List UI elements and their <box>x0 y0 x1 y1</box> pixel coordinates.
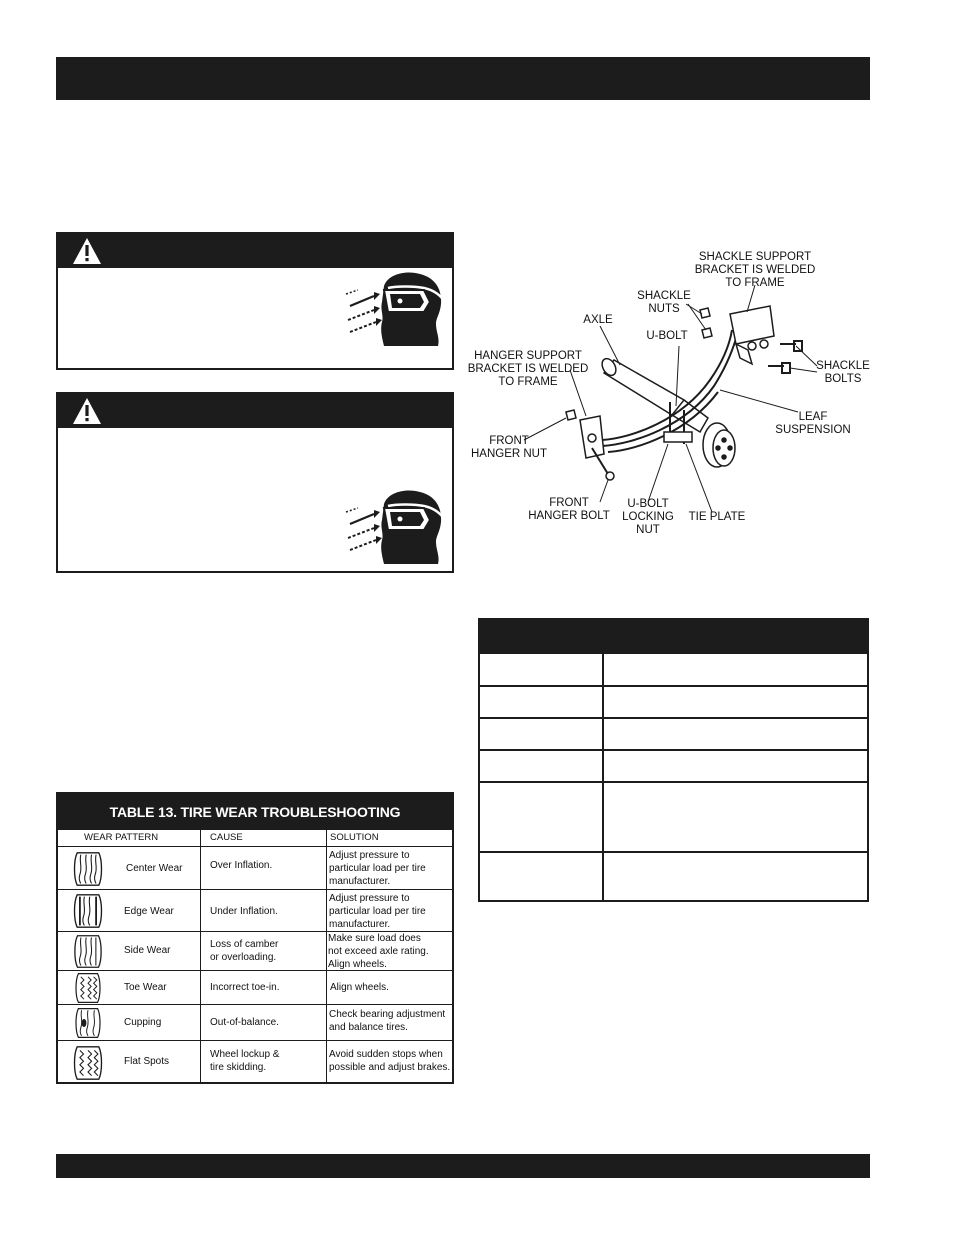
label-tie-plate: TIE PLATE <box>688 511 746 523</box>
leaf-suspension-diagram <box>462 240 882 550</box>
label-front-hanger-bolt: FRONT HANGER BOLT <box>528 497 610 522</box>
warning-box-2 <box>56 392 454 573</box>
right-table-row-line <box>480 781 867 783</box>
tire-toe-wear-icon <box>66 972 110 1004</box>
table-row <box>58 1040 452 1085</box>
footer-bar <box>56 1154 870 1178</box>
cause-cell: Under Inflation. <box>210 906 278 917</box>
table-row <box>58 931 452 971</box>
solution-cell: Adjust pressure to particular load per tire manufacturer. <box>329 893 426 930</box>
tire-flat-spots-icon <box>66 1045 110 1081</box>
label-axle: AXLE <box>583 314 613 326</box>
cause-cell: Out-of-balance. <box>210 1017 279 1028</box>
warning-triangle-icon <box>72 397 102 425</box>
label-hanger-support: HANGER SUPPORT BRACKET IS WELDED TO FRAME <box>467 350 589 388</box>
label-shackle-bolts: SHACKLE BOLTS <box>816 360 870 385</box>
tire-edge-wear-icon <box>66 893 110 929</box>
header-wear-pattern: WEAR PATTERN <box>84 832 159 843</box>
solution-cell: Avoid sudden stops when possible and adjust brakes. <box>329 1049 451 1073</box>
label-shackle-nuts: SHACKLE NUTS <box>637 290 691 315</box>
label-ubolt: U-BOLT <box>646 330 688 342</box>
warning-header <box>58 234 452 268</box>
tire-side-wear-icon <box>66 934 110 969</box>
solution-cell: Align wheels. <box>330 982 389 993</box>
pattern-label: Cupping <box>124 1017 162 1028</box>
right-table-row-line <box>480 685 867 687</box>
pattern-label: Edge Wear <box>124 906 174 917</box>
label-leaf-suspension: LEAF SUSPENSION <box>775 411 851 436</box>
warning-header <box>58 394 452 428</box>
table-row <box>58 846 452 890</box>
solution-cell: Adjust pressure to particular load per tire manufacturer. <box>329 850 426 887</box>
right-table-divider <box>602 654 604 900</box>
pattern-label: Side Wear <box>124 945 171 956</box>
solution-cell: Make sure load does not exceed axle rating. Align wheels. <box>328 933 429 970</box>
header-solution: SOLUTION <box>330 832 379 843</box>
pattern-label: Center Wear <box>126 863 183 874</box>
safety-goggles-icon <box>344 490 454 570</box>
right-table-row-line <box>480 851 867 853</box>
table-row <box>58 970 452 1005</box>
tire-wear-table <box>56 792 454 1084</box>
pattern-label: Toe Wear <box>124 982 167 993</box>
cause-cell: Loss of camber or overloading. <box>210 939 279 963</box>
warning-box-1 <box>56 232 454 370</box>
table-row <box>58 1004 452 1041</box>
solution-cell: Check bearing adjustment and balance tires. <box>329 1009 446 1033</box>
header-bar <box>56 57 870 100</box>
label-shackle-support: SHACKLE SUPPORT BRACKET IS WELDED TO FRAME <box>694 251 816 289</box>
right-table <box>478 618 869 902</box>
tire-cupping-icon <box>66 1007 110 1039</box>
tire-table-title: TABLE 13. TIRE WEAR TROUBLESHOOTING <box>58 794 452 830</box>
table-row <box>58 889 452 932</box>
right-table-header <box>480 620 867 654</box>
cause-cell: Wheel lockup & tire skidding. <box>210 1049 280 1073</box>
warning-triangle-icon <box>72 237 102 265</box>
right-table-row-line <box>480 749 867 751</box>
pattern-label: Flat Spots <box>124 1056 170 1067</box>
label-front-hanger-nut: FRONT HANGER NUT <box>470 435 548 460</box>
header-cause: CAUSE <box>210 832 243 843</box>
cause-cell: Incorrect toe-in. <box>210 982 280 993</box>
cause-cell: Over Inflation. <box>210 860 273 871</box>
label-ubolt-locking-nut: U-BOLT LOCKING NUT <box>622 498 674 536</box>
tire-center-wear-icon <box>66 851 110 887</box>
safety-goggles-icon <box>344 272 454 352</box>
right-table-row-line <box>480 717 867 719</box>
